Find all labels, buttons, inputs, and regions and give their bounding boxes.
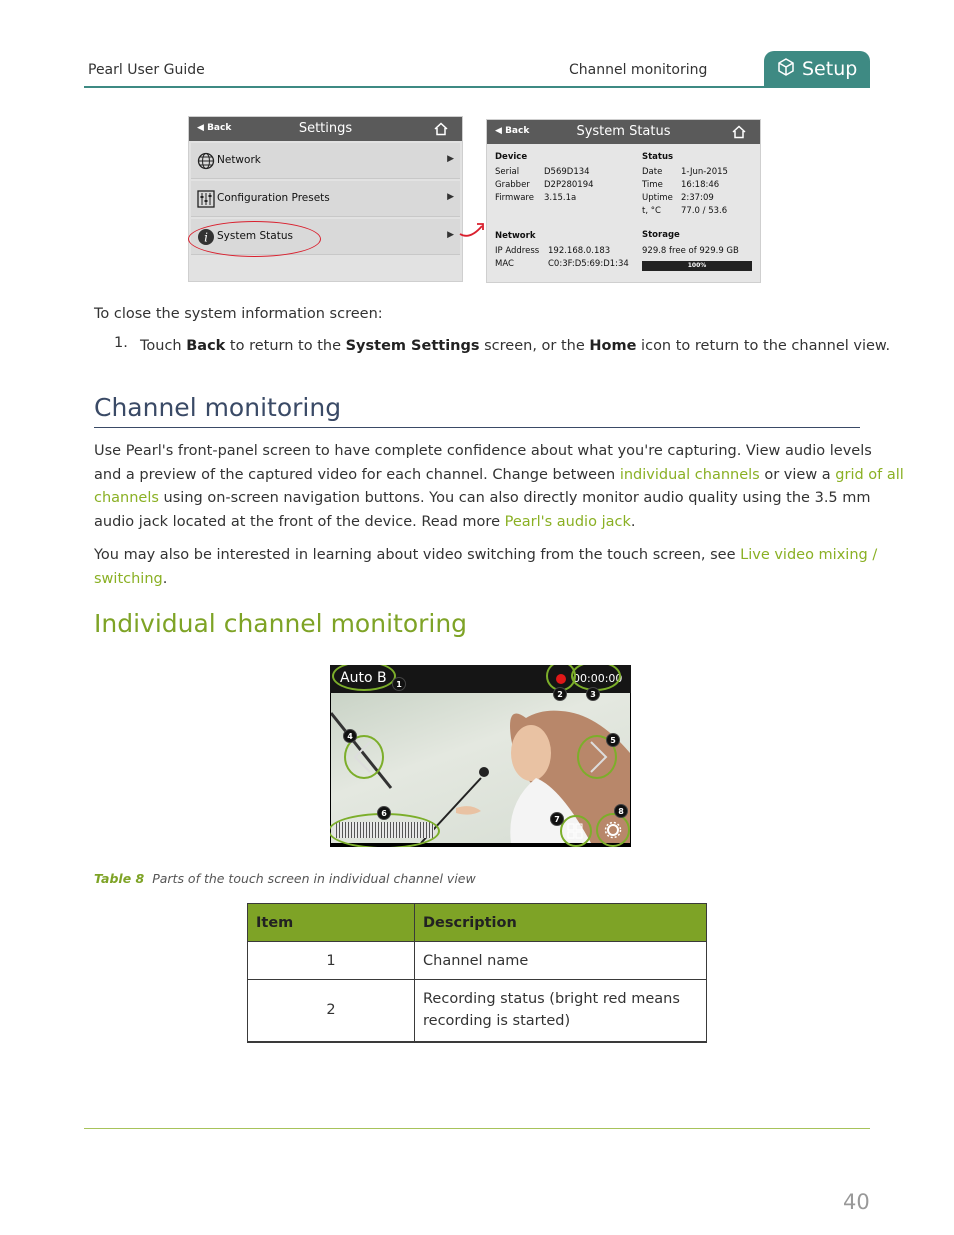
callout-8: 8 — [614, 804, 628, 818]
mac-label: MAC — [495, 259, 514, 269]
callout-5: 5 — [606, 733, 620, 747]
paragraph-1: Use Pearl's front-panel screen to have complete confidence about what you're capturing. View audio levels and a preview of the captured video for each channel. Change between individual channels or view a grid of all channels using on-screen navigation buttons. You can also directly monitor audio quality using the 3.5 mm audio jack located at the front of the device. Read more Pearl's audio jack. — [94, 443, 904, 530]
back-button: ◀ Back — [495, 126, 530, 136]
svg-text:i: i — [204, 230, 208, 245]
temperature-label: t, °C — [642, 206, 661, 216]
ip-label: IP Address — [495, 246, 540, 256]
callout-ring — [560, 815, 592, 847]
date-value: 1-Jun-2015 — [681, 167, 728, 177]
recording-time: 00:00:00 — [573, 672, 623, 685]
description-cell: Channel name — [415, 942, 707, 980]
device-heading: Device — [495, 152, 528, 162]
uptime-value: 2:37:09 — [681, 193, 714, 203]
settings-screen-image — [188, 116, 463, 282]
table-number: Table 8 — [94, 871, 145, 886]
home-icon — [434, 121, 448, 140]
storage-value: 929.8 free of 929.9 GB — [642, 246, 739, 256]
callout-7: 7 — [550, 812, 564, 826]
serial-label: Serial — [495, 167, 520, 177]
home-term: Home — [589, 338, 637, 354]
callout-2: 2 — [553, 687, 567, 701]
settings-title: Settings — [298, 121, 353, 136]
status-title-bar — [487, 120, 760, 144]
firmware-label: Firmware — [495, 193, 534, 203]
red-arrow-icon — [458, 218, 486, 248]
link-grid-of-all[interactable]: grid of all — [835, 466, 904, 483]
temperature-value: 77.0 / 53.6 — [681, 206, 728, 216]
table-row — [248, 942, 707, 980]
close-intro: To close the system information screen: — [94, 306, 383, 322]
heading-individual-channel-monitoring: Individual channel monitoring — [94, 609, 468, 638]
callout-1: 1 — [392, 677, 406, 691]
firmware-value: 3.15.1a — [544, 193, 577, 203]
network-heading: Network — [495, 231, 536, 241]
sliders-icon — [197, 190, 215, 212]
home-icon — [732, 124, 746, 143]
link-individual-channels[interactable]: individual channels — [619, 466, 760, 483]
callout-ring — [596, 813, 630, 847]
table-row — [248, 980, 707, 1042]
grabber-label: Grabber — [495, 180, 530, 190]
callout-6: 6 — [377, 806, 391, 820]
channel-name: Auto B — [340, 670, 387, 686]
description-cell: Recording status (bright red means recording is started) — [415, 980, 707, 1042]
item-cell: 2 — [248, 980, 415, 1042]
back-term: Back — [186, 338, 226, 354]
callout-3: 3 — [586, 687, 600, 701]
storage-heading: Storage — [642, 230, 680, 240]
link-switching[interactable]: switching — [94, 570, 163, 587]
column-header-description: Description — [415, 904, 707, 942]
item-cell: 1 — [248, 942, 415, 980]
footer-divider — [84, 1128, 870, 1129]
doc-title: Pearl User Guide — [88, 62, 205, 78]
settings-title-bar — [189, 117, 462, 141]
table-caption: Table 8 Parts of the touch screen in individual channel view — [94, 871, 476, 886]
storage-bar: 100% — [642, 261, 752, 271]
system-status-screen-image — [486, 119, 761, 283]
section-title: Channel monitoring — [569, 62, 708, 78]
cube-icon — [776, 57, 796, 81]
chevron-right-icon: ▶ — [447, 230, 454, 240]
link-live-video-mixing[interactable]: Live video mixing / — [740, 547, 878, 563]
step-1: Touch Back to return to the System Settings screen, or the Home icon to return to the channel view. — [140, 338, 891, 354]
ip-value: 192.168.0.183 — [548, 246, 611, 256]
menu-item-network — [191, 143, 460, 179]
link-channels[interactable]: channels — [94, 490, 159, 506]
highlight-oval — [188, 221, 321, 257]
paragraph-2: You may also be interested in learning about video switching from the touch screen, see Live video mixing / switching. — [94, 547, 878, 587]
setup-tab[interactable] — [764, 51, 870, 87]
heading-channel-monitoring: Channel monitoring — [94, 393, 342, 422]
parts-table — [247, 903, 707, 1043]
page-number: 40 — [843, 1190, 870, 1214]
status-heading: Status — [642, 152, 674, 162]
menu-item-label: Configuration Presets — [217, 192, 330, 204]
column-header-item: Item — [248, 904, 415, 942]
step-number: 1. — [114, 335, 128, 351]
menu-item-configuration-presets — [191, 181, 460, 217]
system-settings-term: System Settings — [345, 338, 480, 354]
chevron-right-icon: ▶ — [447, 154, 454, 164]
back-button: ◀ Back — [197, 123, 232, 133]
header-divider — [84, 86, 870, 88]
serial-value: D569D134 — [544, 167, 590, 177]
table-header-row — [248, 904, 707, 942]
setup-tab-label: Setup — [802, 58, 858, 80]
time-label: Time — [642, 180, 663, 190]
menu-item-label: Network — [217, 154, 261, 166]
menu-item-label: System Status — [217, 230, 293, 242]
chevron-right-icon: ▶ — [447, 192, 454, 202]
heading-rule — [94, 427, 860, 428]
uptime-label: Uptime — [642, 193, 673, 203]
time-value: 16:18:46 — [681, 180, 720, 190]
grabber-value: D2P280194 — [544, 180, 594, 190]
status-title: System Status — [576, 124, 671, 139]
callout-4: 4 — [343, 729, 357, 743]
mac-value: C0:3F:D5:69:D1:34 — [548, 259, 629, 269]
channel-view-image — [330, 665, 631, 847]
link-audio-jack[interactable]: Pearl's audio jack — [504, 513, 631, 530]
globe-icon — [197, 152, 215, 174]
date-label: Date — [642, 167, 663, 177]
